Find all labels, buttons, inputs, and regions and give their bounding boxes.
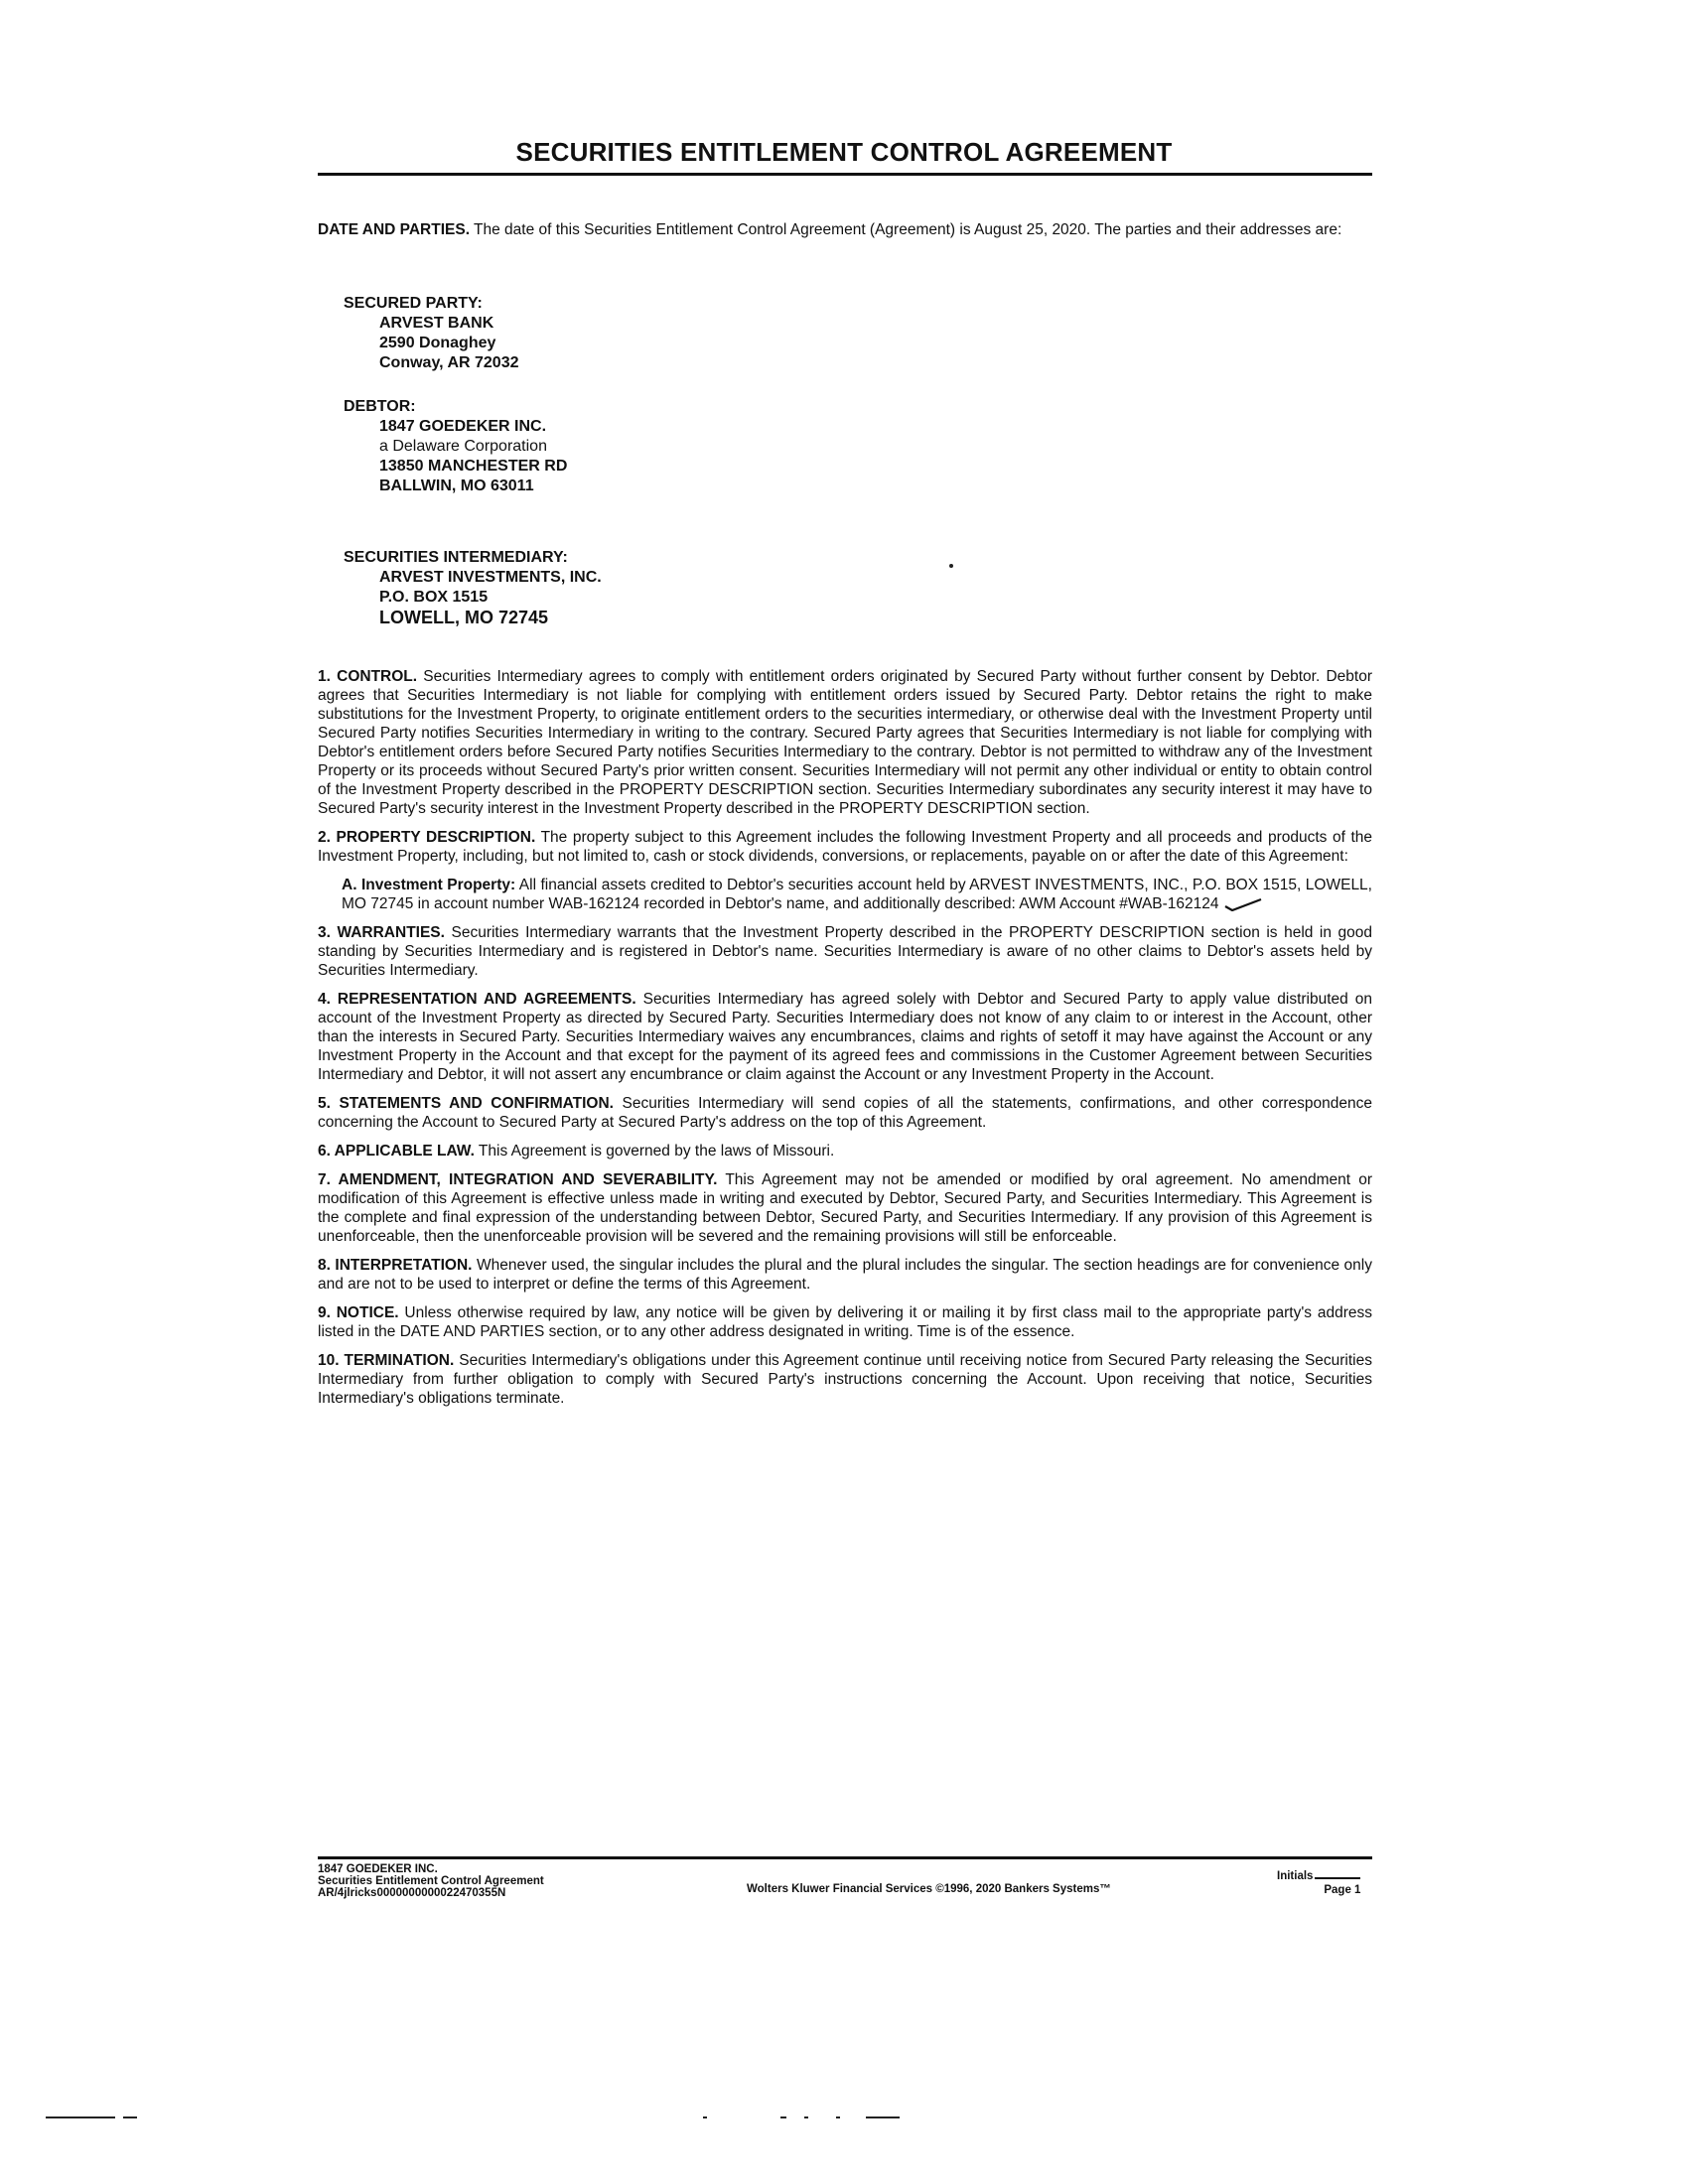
footer-copyright: Wolters Kluwer Financial Services ©1996, 2020 Bankers Systems™ (747, 1883, 1111, 1895)
scan-artifact (804, 2116, 808, 2118)
secured-party-address1: 2590 Donaghey (379, 335, 496, 351)
intermediary-address1: P.O. BOX 1515 (379, 589, 489, 606)
scan-speck (949, 564, 953, 568)
footer-debtor-name: 1847 GOEDEKER INC. (318, 1863, 438, 1875)
section-text: The property subject to this Agreement includes the following Investment Property and all proceeds and products of the Investment Property, including, but not limited to, cash or stock dividends, conversions, or replacements, payable on or after the date of this Agreement: (318, 829, 1373, 865)
section-termination (318, 1351, 1372, 1408)
debtor-label: DEBTOR: (344, 398, 416, 415)
section-text: Whenever used, the singular includes the plural and the plural includes the singular. The section headings are for convenience only and are not to be used to interpret or define the terms of this Agreement. (318, 1257, 1372, 1293)
section-heading: 1. CONTROL. (318, 668, 418, 685)
footer-initials-page (1277, 1870, 1360, 1896)
section-text: Securities Intermediary agrees to comply with entitlement orders originated by Secured Party without further consent by Debtor. Debtor agrees that Securities Intermediary is not liable for complying with entitlement orders issued by Secured Party. Debtor retains the right to make substitutions for the Investment Property, to originate entitlement orders to the securities intermediary, or otherwise deal with the Investment Property until Secured Party notifies Securities Intermediary in writing to the contrary. Secured Party agrees that Securities Intermediary is not liable for complying with Debtor's entitlement orders before Secured Party notifies Securities Intermediary to the contrary. Debtor is not permitted to withdraw any of the Investment Property or its proceeds without Secured Party's prior written consent. Securities Intermediary will not permit any other individual or entity to obtain control of the Investment Property described in the PROPERTY DESCRIPTION section. Securities Intermediary subordinates any security interest it may have to Secured Party's security interest in the Investment Property described in the PROPERTY DESCRIPTION section. (318, 668, 1372, 817)
section-control (318, 667, 1372, 818)
intermediary-block (344, 548, 602, 627)
initials-label: Initials (1277, 1870, 1314, 1882)
section-heading: 6. APPLICABLE LAW. (318, 1143, 475, 1160)
section-text: This Agreement is governed by the laws of Missouri. (478, 1143, 835, 1160)
handwritten-checkmark-icon (1223, 897, 1263, 911)
intermediary-label: SECURITIES INTERMEDIARY: (344, 549, 568, 566)
initials-line (1315, 1877, 1360, 1879)
section-property-description (318, 828, 1372, 866)
secured-party-label: SECURED PARTY: (344, 295, 483, 312)
section-text: Securities Intermediary's obligations under this Agreement continue until receiving notice from Secured Party releasing the Securities Intermediary from further obligation to comply with Secured Party's instructions concerning the Account. Upon receiving that notice, Securities Intermediary's obligations terminate. (318, 1352, 1372, 1407)
debtor-name: 1847 GOEDEKER INC. (379, 418, 547, 435)
property-item-a (318, 876, 1372, 913)
section-heading: 5. STATEMENTS AND CONFIRMATION. (318, 1095, 614, 1112)
scan-artifact (780, 2116, 786, 2118)
section-text: This Agreement may not be amended or modified by oral agreement. No amendment or modification of this Agreement is effective unless made in writing and executed by Debtor, Secured Party, and Securities Intermediary. This Agreement is the complete and final expression of the understanding between Debtor, Secured Party, and Securities Intermediary. If any provision of this Agreement is unenforceable, then the unenforceable provision will be severed and the remaining provisions will still be enforceable. (318, 1171, 1373, 1245)
agreement-sections (318, 667, 1372, 1418)
scan-artifact (866, 2116, 900, 2118)
debtor-address2: BALLWIN, MO 63011 (379, 478, 534, 494)
footer-document-info (318, 1863, 544, 1899)
date-and-parties (318, 220, 1372, 239)
section-notice (318, 1303, 1372, 1341)
debtor-block (344, 397, 567, 496)
section-heading: 4. REPRESENTATION AND AGREEMENTS. (318, 991, 636, 1008)
scan-artifact (836, 2116, 840, 2118)
secured-party-address2: Conway, AR 72032 (379, 354, 519, 371)
intermediary-name: ARVEST INVESTMENTS, INC. (379, 569, 602, 586)
secured-party-block (344, 294, 519, 373)
section-interpretation (318, 1256, 1372, 1294)
scan-artifact (123, 2116, 137, 2118)
secured-party-name: ARVEST BANK (379, 315, 494, 332)
section-heading: 10. TERMINATION. (318, 1352, 455, 1369)
scan-artifact (46, 2116, 115, 2118)
section-heading: 3. WARRANTIES. (318, 924, 445, 941)
scan-artifact (703, 2116, 707, 2118)
section-statements (318, 1094, 1372, 1132)
intermediary-address2: LOWELL, MO 72745 (379, 608, 549, 627)
title-underline (318, 173, 1372, 176)
section-heading: 8. INTERPRETATION. (318, 1257, 473, 1274)
section-text: Securities Intermediary warrants that the Investment Property described in the PROPERTY DESCRIPTION section is held in good standing by Securities Intermediary and is registered in Debtor's name. Securities Intermediary is aware of no other claims to Debtor's assets held by Securities Intermediary. (318, 924, 1373, 979)
section-heading: 9. NOTICE. (318, 1304, 399, 1321)
section-text: Securities Intermediary has agreed solely with Debtor and Secured Party to apply value distributed on account of the Investment Property as directed by Secured Party. Securities Intermediary does not know of any claim to or interest in the Account, other than the interests in Secured Party. Securities Intermediary waives any encumbrances, claims and rights of setoff it may have against the Account or any Investment Property in the Account and that except for the payment of its agreed fees and commissions in the Customer Agreement between Securities Intermediary and Debtor, it will not assert any encumbrance or claim against the Account or any Investment Property in the Account. (318, 991, 1372, 1083)
section-text: Securities Intermediary will send copies of all the statements, confirmations, and other correspondence concerning the Account to Secured Party at Secured Party's address on the top of this Agreement. (318, 1095, 1372, 1131)
footer-divider (318, 1856, 1372, 1859)
section-applicable-law (318, 1142, 1372, 1160)
section-representation (318, 990, 1372, 1084)
property-item-text: All financial assets credited to Debtor's securities account held by ARVEST INVESTMENTS, INC., P.O. BOX 1515, LOWELL, MO 72745 in account number WAB-162124 recorded in Debtor's name, and additionally described: AWM Account #WAB-162124 (342, 877, 1372, 912)
section-heading: 7. AMENDMENT, INTEGRATION AND SEVERABILITY. (318, 1171, 718, 1188)
date-parties-text: The date of this Securities Entitlement Control Agreement (Agreement) is August 25, 2020. The parties and their addresses are: (474, 221, 1342, 238)
debtor-entity: a Delaware Corporation (379, 438, 547, 455)
footer-form-code: AR/4jlricks0000000000022470355N (318, 1887, 506, 1899)
section-amendment (318, 1170, 1372, 1246)
date-parties-heading: DATE AND PARTIES. (318, 221, 470, 238)
page-number: Page 1 (1324, 1884, 1361, 1896)
document-title: SECURITIES ENTITLEMENT CONTROL AGREEMENT (515, 137, 1173, 167)
property-item-label: A. Investment Property: (342, 877, 516, 893)
section-warranties (318, 923, 1372, 980)
debtor-address1: 13850 MANCHESTER RD (379, 458, 568, 475)
section-text: Unless otherwise required by law, any notice will be given by delivering it or mailing it by first class mail to the appropriate party's address listed in the DATE AND PARTIES section, or to any other address designated in writing. Time is of the essence. (318, 1304, 1372, 1340)
section-heading: 2. PROPERTY DESCRIPTION. (318, 829, 536, 846)
footer-form-name: Securities Entitlement Control Agreement (318, 1875, 544, 1887)
